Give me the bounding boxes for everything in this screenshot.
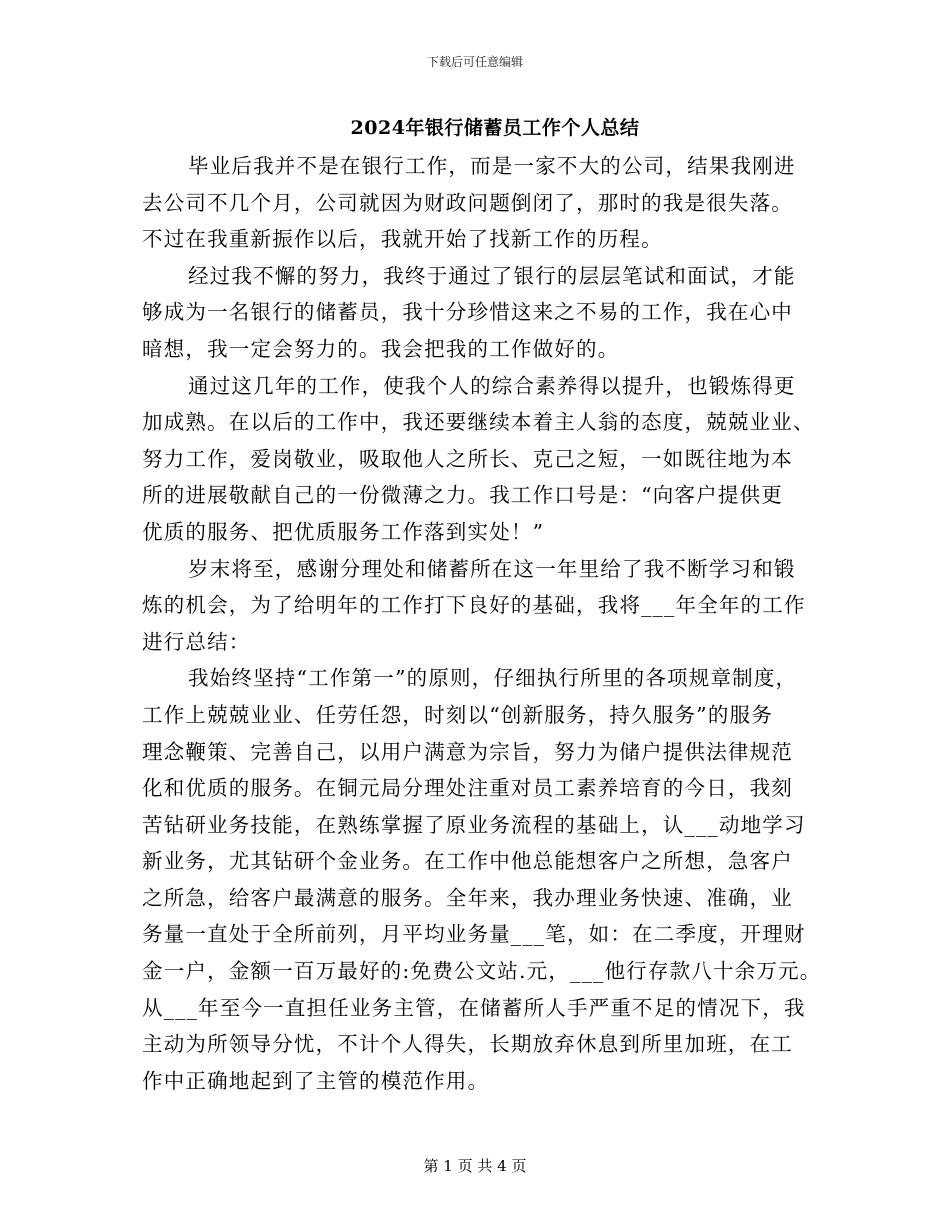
document-body xyxy=(142,148,822,1099)
paragraph-line: 新业务，尤其钻研个金业务。在工作中他总能想客户之所想，急客户 xyxy=(142,849,793,874)
paragraph-line: 我始终坚持“工作第一”的原则，仔细执行所里的各项规章制度， xyxy=(188,666,798,691)
paragraph-line: 毕业后我并不是在银行工作，而是一家不大的公司，结果我刚进 xyxy=(188,154,796,178)
page-header: 下载后可任意编辑 xyxy=(426,55,523,69)
paragraph-line: 务量一直处于全所前列，月平均业务量___笔，如：在二季度，开理财 xyxy=(142,922,806,947)
paragraph-line: 经过我不懈的努力，我终于通过了银行的层层笔试和面试，才能 xyxy=(188,263,796,288)
paragraph-line: 从___年至今一直担任业务主管，在储蓄所人手严重不足的情况下，我 xyxy=(142,995,806,1020)
paragraph-line: 暗想，我一定会努力的。我会把我的工作做好的。 xyxy=(142,336,620,361)
paragraph-line: 不过在我重新振作以后，我就开始了找新工作的历程。 xyxy=(142,227,663,252)
paragraph-line: 主动为所领导分忧，不计个人得失，长期放弃休息到所里加班，在工 xyxy=(142,1032,793,1057)
paragraph-line: 加成熟。在以后的工作中，我还要继续本着主人翁的态度，兢兢业业、 xyxy=(142,410,815,435)
paragraph-line: 去公司不几个月，公司就因为财政问题倒闭了，那时的我是很失落。 xyxy=(142,190,793,215)
paragraph-line: 作中正确地起到了主管的模范作用。 xyxy=(142,1068,490,1093)
paragraph-line: 通过这几年的工作，使我个人的综合素养得以提升，也锻炼得更 xyxy=(188,373,796,398)
paragraph-line: 岁末将至，感谢分理处和储蓄所在这一年里给了我不断学习和锻 xyxy=(188,556,796,581)
document-title: 2024年银行储蓄员工作个人总结 xyxy=(350,117,640,139)
paragraph-line: 够成为一名银行的储蓄员，我十分珍惜这来之不易的工作，我在心中 xyxy=(142,300,793,325)
page-number: 第 1 页 共 4 页 xyxy=(423,1157,527,1175)
paragraph-line: 化和优质的服务。在铜元局分理处注重对员工素养培育的今日，我刻 xyxy=(142,776,793,801)
paragraph-line: 工作上兢兢业业、任劳任怨，时刻以“创新服务，持久服务”的服务 xyxy=(142,702,773,727)
paragraph-line: 理念鞭策、完善自己，以用户满意为宗旨，努力为储户提供法律规范 xyxy=(142,739,793,764)
paragraph-line: 优质的服务、把优质服务工作落到实处！” xyxy=(142,519,545,544)
paragraph-line: 苦钻研业务技能，在熟练掌握了原业务流程的基础上，认___动地学习 xyxy=(142,812,806,837)
paragraph-line: 之所急，给客户最满意的服务。全年来，我办理业务快速、准确，业 xyxy=(142,885,793,910)
paragraph-line: 金一户，金额一百万最好的:免费公文站.元，___他行存款八十余万元。 xyxy=(142,959,822,984)
paragraph-line: 炼的机会，为了给明年的工作打下良好的基础，我将___年全年的工作 xyxy=(142,593,806,618)
paragraph-line: 努力工作，爱岗敬业，吸取他人之所长、克己之短，一如既往地为本 xyxy=(142,446,793,471)
paragraph-line: 所的进展敬献自己的一份微薄之力。我工作口号是：“向客户提供更 xyxy=(142,483,783,508)
paragraph-line: 进行总结： xyxy=(142,629,251,654)
